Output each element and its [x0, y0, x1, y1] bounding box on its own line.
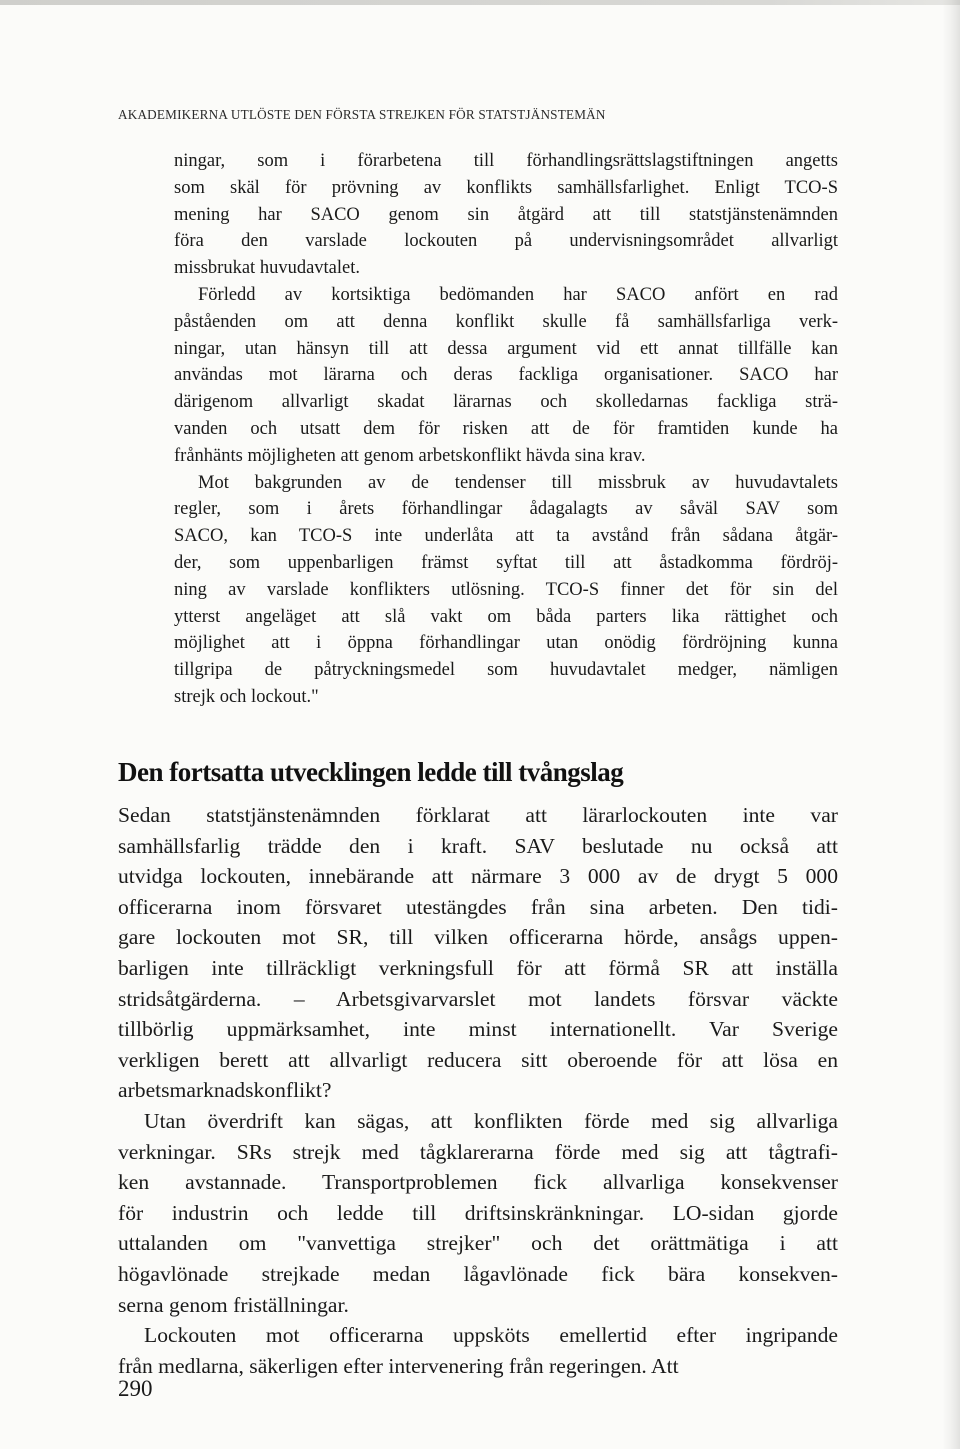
quote-line: därigenom allvarligt skadat lärarnas och skolledarnas fackliga strä-: [174, 392, 838, 413]
quote-line: ningar, som i förarbetena till förhandlingsrättslagstiftningen angetts: [174, 151, 838, 171]
quote-paragraph: [174, 282, 838, 470]
quote-line: tillgripa de påtryckningsmedel som huvudavtalet medger, nämligen: [174, 660, 838, 681]
body-line: verkligen berett att allvarligt reducera sitt oberoende för att lösa en: [118, 1047, 838, 1072]
quote-line: strejk och lockout.": [174, 686, 319, 707]
body-line: verkningar. SRs strejk med tågklarerarna förde med sig att tågtrafi-: [118, 1139, 838, 1164]
body-line: utvidga lockouten, innebärande att närmare 3 000 av de drygt 5 000: [118, 864, 838, 889]
page-top-edge: [0, 0, 960, 5]
quote-line: ytterst angeläget att slå vakt om båda parters lika rättighet och: [174, 606, 838, 627]
body-line: högavlönade strejkade medan lågavlönade fick bära konsekven-: [118, 1261, 838, 1286]
running-head: AKADEMIKERNA UTLÖSTE DEN FÖRSTA STREJKEN FÖR STATSTJÄNSTEMÄN: [118, 107, 606, 122]
body-line: Lockouten mot officerarna uppsköts emellertid efter ingripande: [144, 1323, 838, 1348]
body-line: serna genom friställningar.: [118, 1292, 349, 1317]
body-line: ken avstannade. Transportproblemen fick allvarliga konsekvenser: [118, 1170, 838, 1195]
quote-line: Förledd av kortsiktiga bedömanden har SACO anfört en rad: [198, 284, 838, 305]
quote-line: ning av varslade konflikters utlösning. TCO-S finner det för sin del: [174, 579, 838, 600]
quote-line: möjlighet att i öppna förhandlingar utan onödig fördröjning kunna: [174, 633, 838, 654]
body-paragraph: [118, 1320, 838, 1381]
quoted-statement: [174, 148, 838, 711]
body-paragraph: [118, 1106, 838, 1320]
quote-line: missbrukat huvudavtalet.: [174, 258, 360, 279]
quote-line: ningar, utan hänsyn till att dessa argument vid ett annat tillfälle kan: [174, 338, 838, 359]
body-line: officerarna inom försvaret utestängdes från sina arbeten. Den tidi-: [118, 894, 838, 919]
body-line: arbetsmarknadskonflikt?: [118, 1078, 332, 1103]
body-line: gare lockouten mot SR, till vilken officerarna hörde, ansågs uppen-: [118, 925, 838, 950]
quote-line: frånhänts möjligheten att genom arbetskonflikt hävda sina krav.: [174, 445, 646, 466]
body-line: Sedan statstjänstenämnden förklarat att lärarlockouten inte var: [118, 803, 838, 827]
body-text: [118, 800, 838, 1381]
section-heading: Den fortsatta utvecklingen ledde till tvångslag: [118, 757, 624, 787]
body-line: stridsåtgärderna. – Arbetsgivarvarslet mot landets försvar väckte: [118, 986, 838, 1011]
page-number: 290: [118, 1376, 153, 1401]
quote-line: SACO, kan TCO-S inte underlåta att ta avstånd från sådana åtgär-: [174, 526, 838, 547]
body-line: för industrin och ledde till driftsinskränkningar. LO-sidan gjorde: [118, 1200, 838, 1225]
quote-line: der, som uppenbarligen främst syftat till att åstadkomma fördröj-: [174, 552, 838, 573]
quote-paragraph: [174, 148, 838, 282]
body-line: från medlarna, säkerligen efter intervenering från regeringen. Att: [118, 1353, 679, 1378]
quote-line: som skäl för prövning av konflikts samhällsfarlighet. Enligt TCO-S: [174, 177, 838, 198]
quote-line: föra den varslade lockouten på undervisningsområdet allvarligt: [174, 231, 838, 252]
body-line: samhällsfarlig trädde den i kraft. SAV beslutade nu också att: [118, 833, 838, 858]
body-line: uttalanden om "vanvettiga strejker" och det orättmätiga i att: [118, 1231, 838, 1256]
body-line: tillbörlig uppmärksamhet, inte minst internationellt. Var Sverige: [118, 1017, 838, 1042]
body-paragraph: [118, 800, 838, 1106]
quote-line: påståenden om att denna konflikt skulle få samhällsfarliga verk-: [174, 311, 838, 332]
page-gutter-shadow: [942, 0, 960, 1449]
body-line: barligen inte tillräckligt verkningsfull för att förmå SR att inställa: [118, 955, 838, 980]
quote-line: användas mot lärarna och deras fackliga organisationer. SACO har: [174, 365, 838, 386]
quote-paragraph: [174, 470, 838, 711]
quote-line: mening har SACO genom sin åtgärd att till statstjänstenämnden: [174, 204, 838, 225]
quote-line: Mot bakgrunden av de tendenser till missbruk av huvudavtalets: [198, 472, 838, 493]
body-line: Utan överdrift kan sägas, att konflikten förde med sig allvarliga: [144, 1108, 838, 1133]
quote-line: vanden och utsatt dem för risken att de för framtiden kunde ha: [174, 418, 838, 439]
quote-line: regler, som i årets förhandlingar ådagalagts av såväl SAV som: [174, 499, 838, 520]
